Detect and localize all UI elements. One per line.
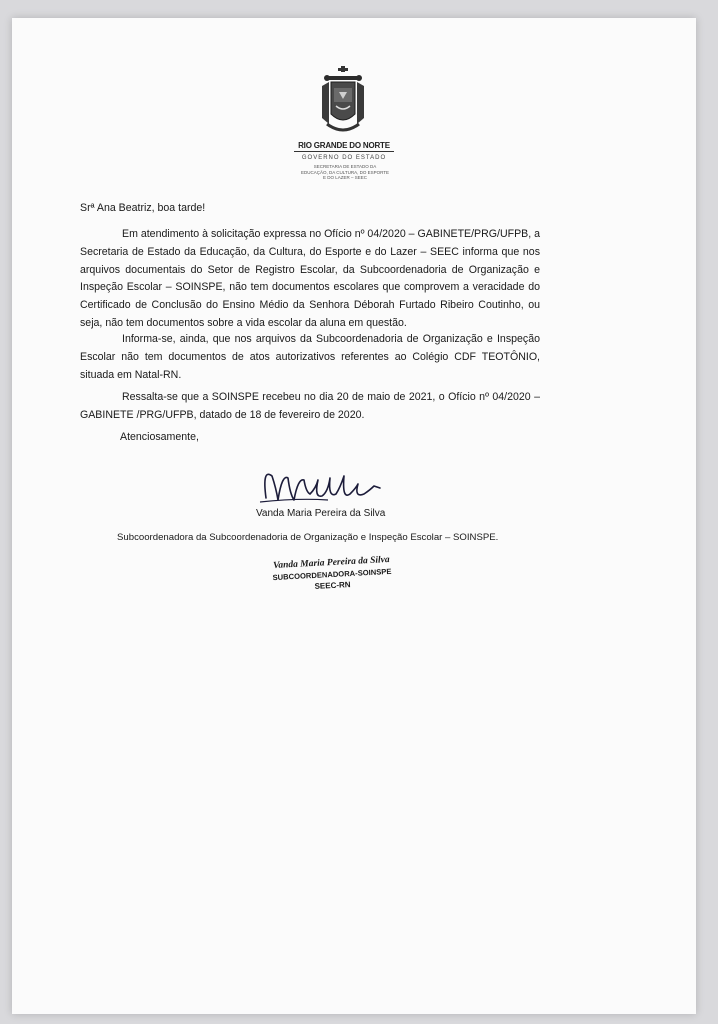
signer-name: Vanda Maria Pereira da Silva — [256, 508, 386, 519]
closing: Atenciosamente, — [120, 431, 199, 443]
official-stamp — [271, 555, 393, 594]
coat-of-arms-icon — [319, 66, 367, 136]
stamp-org: SEEC-RN — [314, 580, 351, 591]
handwritten-signature — [258, 458, 388, 510]
state-name: RIO GRANDE DO NORTE — [294, 141, 394, 152]
secretariat-label: SECRETARIA DE ESTADO DA EDUCAÇÃO, DA CULTURA, DO ESPORTE E DO LAZER – SEEC — [300, 164, 390, 180]
stamp-name: Vanda Maria Pereira da Silva — [272, 554, 390, 572]
greeting: Srª Ana Beatriz, boa tarde! — [80, 202, 206, 214]
paragraph-1: Em atendimento à solicitação expressa no Ofício nº 04/2020 – GABINETE/PRG/UFPB, a Secretaria de Estado da Educação, da Cultura, do Esporte e do Lazer – SEEC informa que nos arquivos documentais do Setor de Registro Escolar, da Subcoordenadoria de Organização e Inspeção Escolar – SOINSPE, não tem documentos escolares que comprovem a veracidade do Certificado de Conclusão do Ensino Médio da Senhora Déborah Furtado Ribeiro Coutinho, ou seja, não tem documentos sobre a vida escolar da aluna em questão. — [80, 228, 540, 329]
signer-role: Subcoordenadora da Subcoordenadoria de Organização e Inspeção Escolar – SOINSPE. — [117, 532, 499, 543]
paragraph-2: Informa-se, ainda, que nos arquivos da Subcoordenadoria de Organização e Inspeção Escolar não tem documentos de atos autorizativos referentes ao Colégio CDF TEOTÔNIO, situada em Natal-RN. — [80, 333, 540, 381]
government-label: GOVERNO DO ESTADO — [301, 155, 387, 161]
paragraph-3: Ressalta-se que a SOINSPE recebeu no dia 20 de maio de 2021, o Ofício nº 04/2020 – GABINETE /PRG/UFPB, datado de 18 de fevereiro de 2020. — [80, 391, 540, 421]
stamp-title: SUBCOORDENADORA-SOINSPE — [272, 566, 392, 583]
